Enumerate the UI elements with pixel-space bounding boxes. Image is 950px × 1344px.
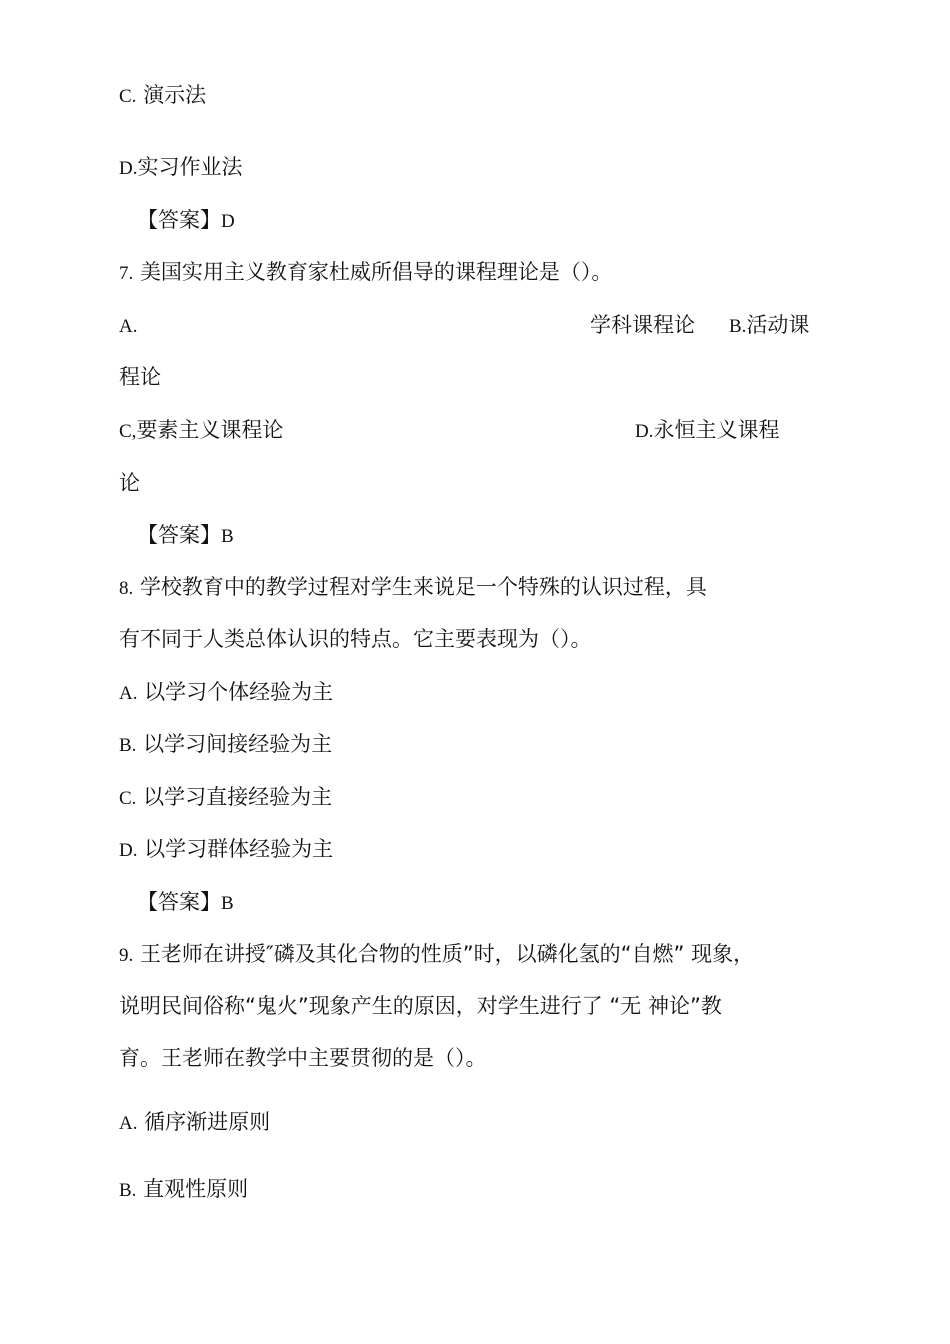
q8-option-c-text: 以学习直接经验为主 — [143, 785, 333, 809]
q7-option-c-letter: C, — [119, 421, 137, 442]
q8-option-b-letter: B. — [119, 735, 137, 756]
q7-option-b — [729, 310, 809, 342]
q9-option-b-text: 直观性原则 — [143, 1177, 249, 1201]
q7-option-a-letter: A. — [119, 316, 138, 337]
q9-option-b — [119, 1174, 248, 1206]
q9-stem-text-1: 王老师在讲授″磷及其化合物的性质”时，以磷化氢的“自燃” 现象， — [139, 942, 755, 966]
q7-option-d — [635, 415, 779, 447]
q7-option-d-letter: D. — [635, 421, 654, 442]
q8-option-d-letter: D. — [119, 840, 138, 861]
q8-answer-value: B — [221, 893, 234, 914]
q9-option-a-letter: A. — [119, 1113, 138, 1134]
q8-option-b — [119, 729, 332, 761]
q7-option-b-letter: B. — [729, 316, 747, 337]
q8-option-a — [119, 677, 333, 709]
q9-option-a — [119, 1107, 270, 1139]
q8-stem-text-1: 学校教育中的教学过程对学生来说足一个特殊的认识过程，具 — [139, 575, 707, 599]
q8-option-a-text: 以学习个体经验为主 — [144, 680, 334, 704]
q9-stem-line-3: 育。王老师在教学中主要贯彻的是（）。 — [119, 1046, 487, 1070]
q6-option-d — [119, 152, 242, 184]
q8-number: 8. — [119, 578, 134, 599]
q7-answer-label: 【答案】 — [137, 523, 221, 547]
q8-option-b-text: 以学习间接经验为主 — [143, 732, 333, 756]
q6-option-c-text: 演示法 — [143, 83, 207, 107]
q6-option-d-text: 实习作业法 — [137, 155, 243, 179]
q7-option-d-text-continued: 论 — [119, 471, 140, 495]
q8-option-d-text: 以学习群体经验为主 — [144, 837, 334, 861]
q7-number: 7. — [119, 263, 134, 284]
q7-stem — [119, 257, 612, 289]
q8-stem-line-1 — [119, 572, 707, 604]
q7-option-d-text: 永恒主义课程 — [653, 418, 780, 442]
q8-option-c-letter: C. — [119, 788, 137, 809]
q7-option-c-text: 要素主义课程论 — [136, 418, 284, 442]
q9-stem-line-2: 说明民间俗称“鬼火”现象产生的原因，对学生进行了 “无 神论”教 — [119, 994, 722, 1018]
q9-option-b-letter: B. — [119, 1180, 137, 1201]
q7-option-a-text: 学科课程论 — [590, 313, 695, 337]
q6-answer-value: D — [221, 211, 235, 232]
q6-option-c-letter: C. — [119, 86, 137, 107]
q7-answer-value: B — [221, 526, 234, 547]
q8-option-d — [119, 834, 333, 866]
q6-option-c — [119, 80, 206, 112]
q7-stem-text: 美国实用主义教育家杜威所倡导的课程理论是（）。 — [139, 260, 613, 284]
q8-option-c — [119, 782, 332, 814]
q8-option-a-letter: A. — [119, 683, 138, 704]
q8-answer — [137, 887, 234, 919]
q6-answer-label: 【答案】 — [137, 208, 221, 232]
q7-answer — [137, 520, 234, 552]
q7-option-b-text-continued: 程论 — [119, 365, 161, 389]
q6-option-d-letter: D. — [119, 158, 138, 179]
q8-stem-line-2: 有不同于人类总体认识的特点。它主要表现为（）。 — [119, 627, 592, 651]
q7-option-c — [119, 415, 283, 447]
q6-answer — [137, 205, 235, 237]
q9-number: 9. — [119, 945, 134, 966]
q9-option-a-text: 循序渐进原则 — [144, 1110, 271, 1134]
q8-answer-label: 【答案】 — [137, 890, 221, 914]
q9-stem-line-1 — [119, 939, 754, 971]
q7-option-b-text: 活动课 — [746, 313, 810, 337]
